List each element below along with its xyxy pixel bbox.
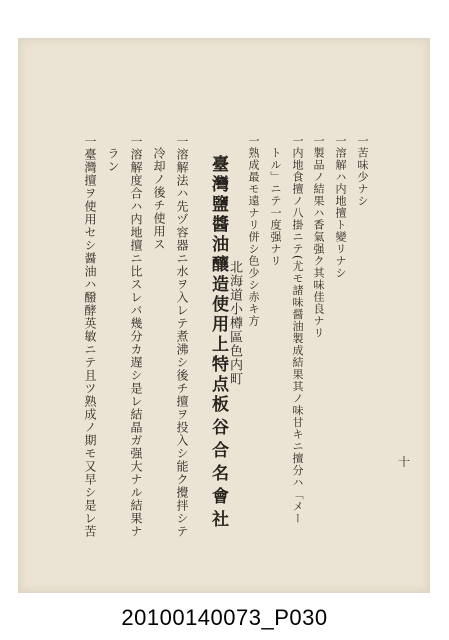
text-column: ラン <box>106 147 120 173</box>
text-column: 一溶解法ハ先ヅ容器ニ水ヲ入レテ煮沸シ後チ擅ヲ投入シ能ク攪拌シテ <box>175 135 189 538</box>
document-heading: 臺灣鹽醬油釀造使用上特点 <box>208 155 228 395</box>
company-name: 板谷合名會社 <box>208 395 228 533</box>
text-column: 一臺灣擅ヲ使用セシ醤油ハ醱酵英敏ニテ且ツ熟成ノ期モ又早シ是レ苦 <box>83 135 97 538</box>
text-column: 一熟成最モ遠ナリ併シ色少シ赤キ方 <box>247 135 260 327</box>
image-caption: 20100140073_P030 <box>121 605 328 630</box>
text-column: トル」ニテ一度强ナリ <box>269 147 282 267</box>
text-column: 一内地食擅ノ八掛ニテ(尤モ諸味醤油製成結果其ノ味甘キニ擅分ハ「メー <box>291 135 304 525</box>
company-address: 北海道小樽區色内町 <box>227 260 242 386</box>
text-column: 一苦味少ナシ <box>356 135 369 207</box>
text-column: 一溶解ハ内地擅ト變リナシ <box>334 135 347 279</box>
page-number: 十 <box>398 455 411 469</box>
document-page <box>18 38 430 593</box>
text-column: 一製品ノ結果ハ香氣强ク其味佳良ナリ <box>312 135 325 339</box>
text-column: 一溶解度合ハ内地擅ニ比スレバ幾分カ遅シ是レ結晶ガ强大ナル結果ナ <box>129 135 143 538</box>
text-column: 冷却ノ後チ使用ス <box>152 147 166 251</box>
